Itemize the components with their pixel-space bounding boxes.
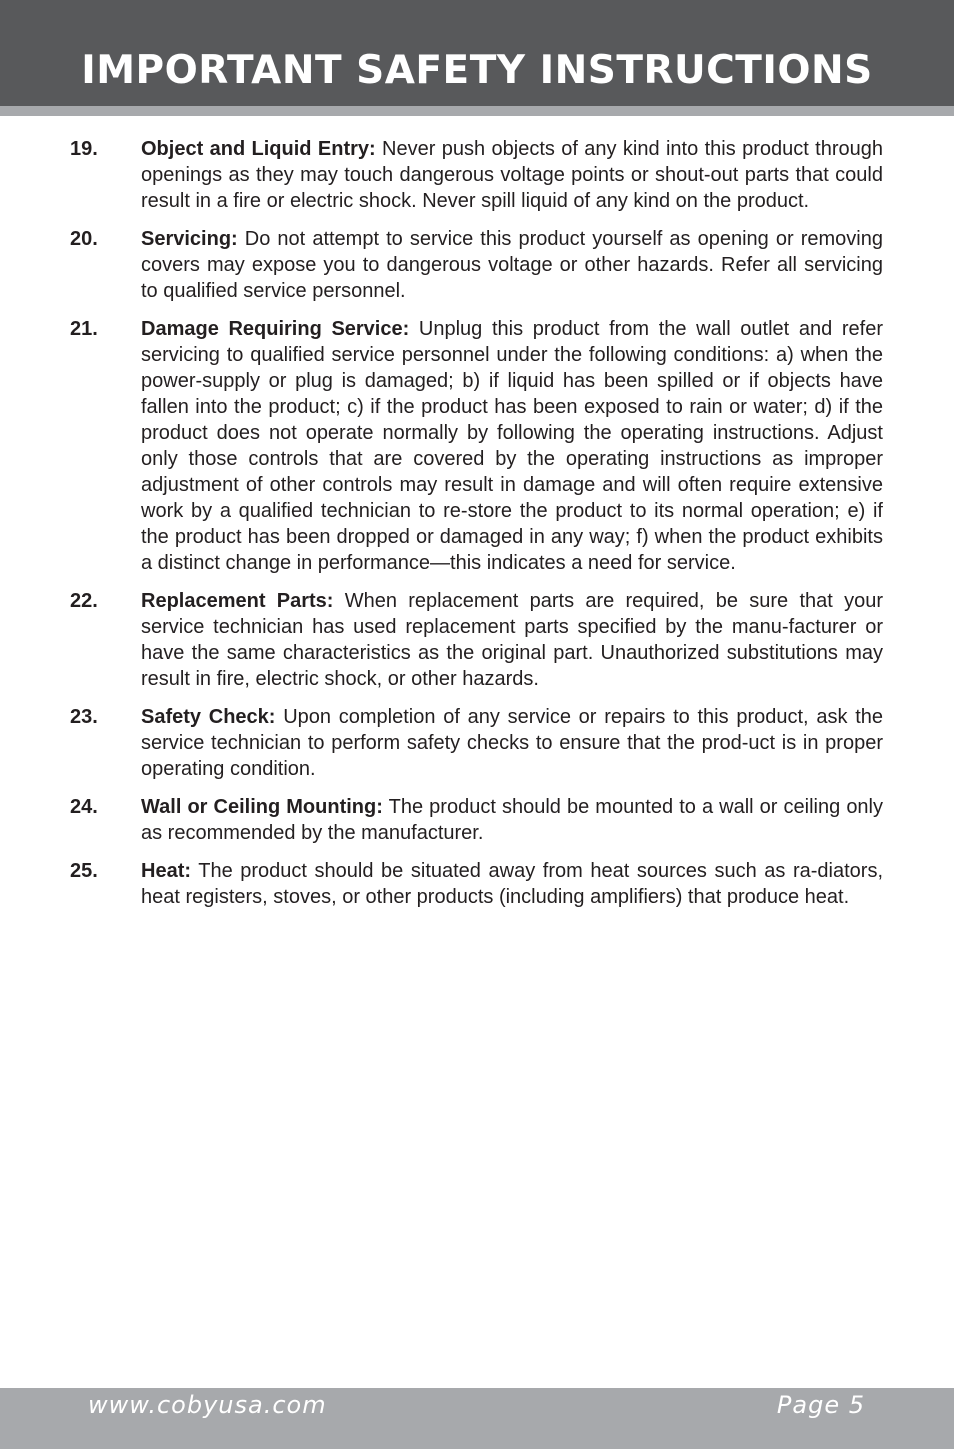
item-number: 19. xyxy=(70,138,98,160)
item-text xyxy=(141,316,883,576)
item-number: 21. xyxy=(70,318,98,340)
item-heading: Object and Liquid Entry: xyxy=(141,138,376,160)
item-body: Do not attempt to service this product yourself as opening or removing covers may expose you to dangerous voltage or other hazards. Refer all servicing to qualified service personnel. xyxy=(141,228,883,302)
item-heading: Heat: xyxy=(141,860,192,882)
page-title: IMPORTANT SAFETY INSTRUCTIONS xyxy=(81,48,873,93)
item-heading: Replacement Parts: xyxy=(141,590,334,612)
list-item xyxy=(70,858,883,910)
item-body: Upon completion of any service or repairs to this product, ask the service technician to perform safety checks to ensure that the prod-uct is in proper operating condition. xyxy=(141,706,883,780)
item-body: Unplug this product from the wall outlet and refer servicing to qualified service personnel under the following conditions: a) when the power-supply or plug is damaged; b) if liquid has been spilled or if objects have fallen into the product; c) if the product has been exposed to rain or water; d) if the product does not operate normally by following the operating instructions. Adjust only those controls that are covered by the operating instructions as improper adjustment of other controls may result in damage and will often require extensive work by a qualified technician to re-store the product to its normal operation; e) if the product has been dropped or damaged in any way; f) when the product exhibits a distinct change in performance—this indicates a need for service. xyxy=(141,318,883,574)
list-item xyxy=(70,704,883,782)
item-heading: Damage Requiring Service: xyxy=(141,318,410,340)
item-heading: Wall or Ceiling Mounting: xyxy=(141,796,383,818)
item-number: 24. xyxy=(70,796,98,818)
item-heading: Servicing: xyxy=(141,228,238,250)
item-heading: Safety Check: xyxy=(141,706,276,728)
item-body: When replacement parts are required, be sure that your service technician has used replacement parts specified by the manu-facturer or have the same characteristics as the original part. Unauthorized substitutions may result in fire, electric shock, or other hazards. xyxy=(141,590,883,690)
footer-website: www.cobyusa.com xyxy=(88,1391,327,1419)
item-text xyxy=(141,588,883,692)
list-item xyxy=(70,316,883,576)
list-item xyxy=(70,588,883,692)
item-text xyxy=(141,858,883,910)
item-body: The product should be situated away from heat sources such as ra-diators, heat registers, stoves, or other products (including amplifiers) that produce heat. xyxy=(141,860,883,908)
item-text xyxy=(141,136,883,214)
list-item xyxy=(70,136,883,214)
header-accent-strip xyxy=(0,106,954,116)
item-text xyxy=(141,704,883,782)
item-body: Never push objects of any kind into this product through openings as they may touch dangerous voltage points or shout-out parts that could result in a fire or electric shock. Never spill liquid of any kind on the product. xyxy=(141,138,883,212)
item-text xyxy=(141,226,883,304)
item-number: 25. xyxy=(70,860,98,882)
item-text xyxy=(141,794,883,846)
item-number: 22. xyxy=(70,590,98,612)
item-number: 20. xyxy=(70,228,98,250)
page-number: Page 5 xyxy=(776,1391,865,1419)
list-item xyxy=(70,794,883,846)
item-body: The product should be mounted to a wall or ceiling only as recommended by the manufacturer. xyxy=(141,796,884,844)
list-item xyxy=(70,226,883,304)
safety-instructions-list xyxy=(70,136,883,922)
item-number: 23. xyxy=(70,706,98,728)
